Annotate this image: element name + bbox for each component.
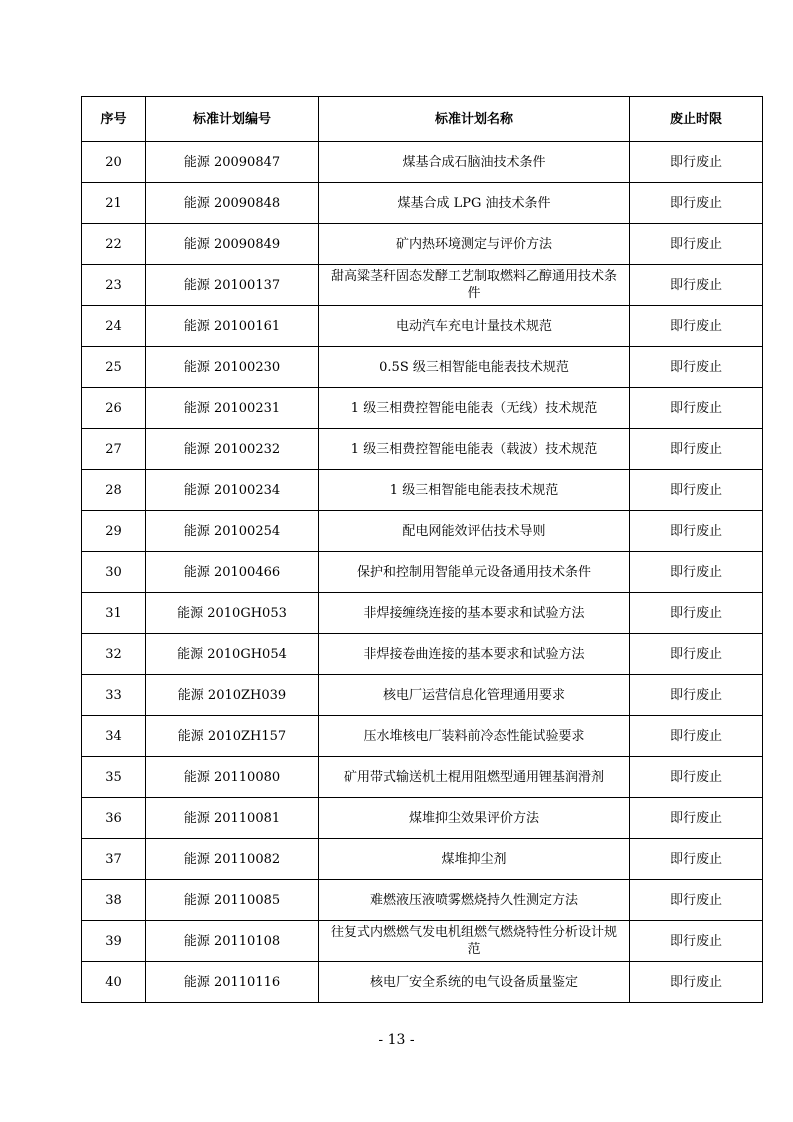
cell-code: 能源 20100466 [146, 552, 319, 593]
cell-seq: 20 [82, 142, 146, 183]
cell-deadline: 即行废止 [630, 142, 763, 183]
cell-name: 难燃液压液喷雾燃烧持久性测定方法 [319, 880, 630, 921]
cell-code: 能源 20090848 [146, 183, 319, 224]
cell-seq: 26 [82, 388, 146, 429]
table-row [82, 224, 763, 265]
cell-code: 能源 20110085 [146, 880, 319, 921]
cell-name: 配电网能效评估技术导则 [319, 511, 630, 552]
cell-deadline: 即行废止 [630, 880, 763, 921]
cell-code: 能源 20100231 [146, 388, 319, 429]
cell-deadline: 即行废止 [630, 634, 763, 675]
cell-code: 能源 20100230 [146, 347, 319, 388]
table-row [82, 470, 763, 511]
table-row [82, 798, 763, 839]
cell-seq: 32 [82, 634, 146, 675]
cell-name: 核电厂运营信息化管理通用要求 [319, 675, 630, 716]
cell-code: 能源 20100234 [146, 470, 319, 511]
table-row [82, 388, 763, 429]
cell-name: 1 级三相费控智能电能表（无线）技术规范 [319, 388, 630, 429]
cell-name: 非焊接卷曲连接的基本要求和试验方法 [319, 634, 630, 675]
cell-name: 煤基合成 LPG 油技术条件 [319, 183, 630, 224]
cell-deadline: 即行废止 [630, 716, 763, 757]
cell-seq: 29 [82, 511, 146, 552]
cell-deadline: 即行废止 [630, 183, 763, 224]
cell-name: 压水堆核电厂装料前冷态性能试验要求 [319, 716, 630, 757]
table-row [82, 880, 763, 921]
cell-deadline: 即行废止 [630, 757, 763, 798]
cell-deadline: 即行废止 [630, 388, 763, 429]
cell-deadline: 即行废止 [630, 347, 763, 388]
cell-name: 保护和控制用智能单元设备通用技术条件 [319, 552, 630, 593]
table-row [82, 839, 763, 880]
table-row [82, 347, 763, 388]
cell-seq: 25 [82, 347, 146, 388]
cell-name: 甜高粱茎秆固态发酵工艺制取燃料乙醇通用技术条件 [319, 265, 630, 306]
cell-deadline: 即行废止 [630, 224, 763, 265]
cell-code: 能源 20110080 [146, 757, 319, 798]
table-body [82, 142, 763, 1003]
cell-name: 1 级三相智能电能表技术规范 [319, 470, 630, 511]
cell-name: 0.5S 级三相智能电能表技术规范 [319, 347, 630, 388]
cell-name: 矿用带式输送机土棍用阻燃型通用锂基润滑剂 [319, 757, 630, 798]
cell-code: 能源 20110081 [146, 798, 319, 839]
table-row [82, 716, 763, 757]
cell-deadline: 即行废止 [630, 839, 763, 880]
cell-seq: 38 [82, 880, 146, 921]
cell-code: 能源 20110082 [146, 839, 319, 880]
header-name: 标准计划名称 [319, 97, 630, 142]
cell-seq: 22 [82, 224, 146, 265]
cell-code: 能源 20110108 [146, 921, 319, 962]
cell-name: 核电厂安全系统的电气设备质量鉴定 [319, 962, 630, 1003]
table-row [82, 265, 763, 306]
cell-code: 能源 2010GH053 [146, 593, 319, 634]
cell-code: 能源 20100161 [146, 306, 319, 347]
standards-table [81, 96, 763, 1003]
cell-seq: 21 [82, 183, 146, 224]
cell-seq: 23 [82, 265, 146, 306]
cell-code: 能源 2010ZH157 [146, 716, 319, 757]
cell-name: 煤堆抑尘剂 [319, 839, 630, 880]
cell-seq: 34 [82, 716, 146, 757]
header-code: 标准计划编号 [146, 97, 319, 142]
cell-deadline: 即行废止 [630, 798, 763, 839]
cell-seq: 28 [82, 470, 146, 511]
cell-seq: 39 [82, 921, 146, 962]
cell-seq: 36 [82, 798, 146, 839]
cell-name: 往复式内燃燃气发电机组燃气燃烧特性分析设计规范 [319, 921, 630, 962]
cell-code: 能源 2010ZH039 [146, 675, 319, 716]
table-row [82, 142, 763, 183]
table-row [82, 552, 763, 593]
table-row [82, 306, 763, 347]
cell-name: 1 级三相费控智能电能表（载波）技术规范 [319, 429, 630, 470]
table-row [82, 183, 763, 224]
page-number: - 13 - [378, 1032, 415, 1048]
cell-code: 能源 20100254 [146, 511, 319, 552]
cell-seq: 31 [82, 593, 146, 634]
cell-deadline: 即行废止 [630, 306, 763, 347]
table-row [82, 921, 763, 962]
cell-seq: 27 [82, 429, 146, 470]
cell-name: 煤堆抑尘效果评价方法 [319, 798, 630, 839]
cell-deadline: 即行废止 [630, 265, 763, 306]
table-row [82, 429, 763, 470]
table-header-row [82, 97, 763, 142]
cell-name: 煤基合成石脑油技术条件 [319, 142, 630, 183]
cell-code: 能源 2010GH054 [146, 634, 319, 675]
table-row [82, 962, 763, 1003]
cell-code: 能源 20100232 [146, 429, 319, 470]
cell-code: 能源 20100137 [146, 265, 319, 306]
cell-deadline: 即行废止 [630, 429, 763, 470]
cell-seq: 24 [82, 306, 146, 347]
cell-deadline: 即行废止 [630, 593, 763, 634]
cell-name: 电动汽车充电计量技术规范 [319, 306, 630, 347]
cell-deadline: 即行废止 [630, 675, 763, 716]
cell-seq: 30 [82, 552, 146, 593]
table-row [82, 511, 763, 552]
cell-seq: 37 [82, 839, 146, 880]
cell-code: 能源 20090847 [146, 142, 319, 183]
header-seq: 序号 [82, 97, 146, 142]
cell-code: 能源 20110116 [146, 962, 319, 1003]
cell-seq: 33 [82, 675, 146, 716]
table-row [82, 634, 763, 675]
cell-code: 能源 20090849 [146, 224, 319, 265]
table-row [82, 675, 763, 716]
cell-deadline: 即行废止 [630, 921, 763, 962]
table-row [82, 757, 763, 798]
cell-seq: 40 [82, 962, 146, 1003]
cell-seq: 35 [82, 757, 146, 798]
cell-name: 非焊接缠绕连接的基本要求和试验方法 [319, 593, 630, 634]
table-row [82, 593, 763, 634]
cell-deadline: 即行废止 [630, 962, 763, 1003]
cell-deadline: 即行废止 [630, 511, 763, 552]
cell-deadline: 即行废止 [630, 552, 763, 593]
cell-name: 矿内热环境测定与评价方法 [319, 224, 630, 265]
cell-deadline: 即行废止 [630, 470, 763, 511]
header-deadline: 废止时限 [630, 97, 763, 142]
